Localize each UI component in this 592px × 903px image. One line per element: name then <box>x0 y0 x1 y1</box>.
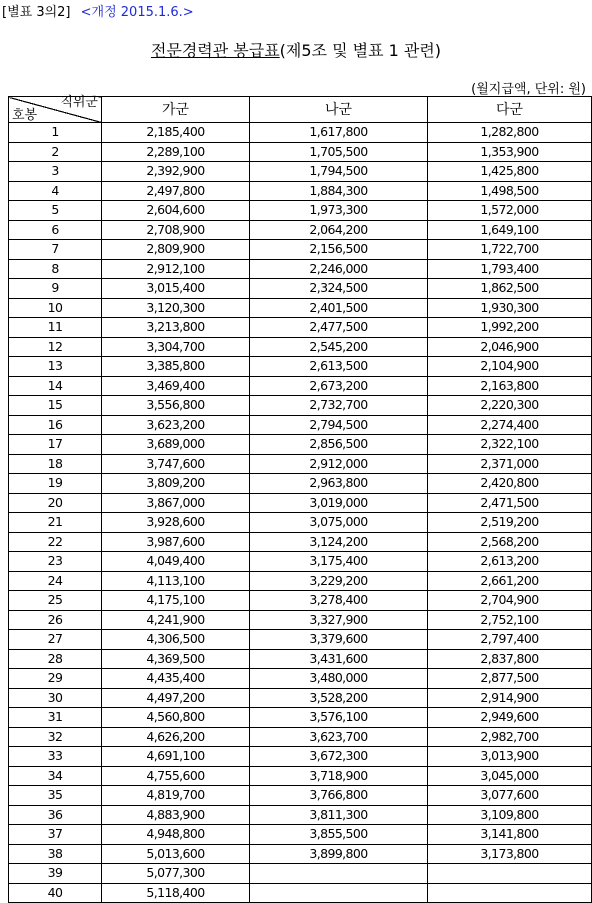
table-row <box>9 786 592 806</box>
table-row <box>9 435 592 455</box>
ga-cell: 3,213,800 <box>102 318 250 338</box>
table-row <box>9 454 592 474</box>
na-cell: 3,379,600 <box>250 630 428 650</box>
ga-cell: 3,015,400 <box>102 279 250 299</box>
na-cell: 3,278,400 <box>250 591 428 611</box>
step-cell: 3 <box>9 162 102 182</box>
da-cell: 3,077,600 <box>428 786 592 806</box>
step-cell: 7 <box>9 240 102 260</box>
column-header-ga: 가군 <box>102 97 250 123</box>
da-cell: 2,371,000 <box>428 454 592 474</box>
na-cell: 1,884,300 <box>250 181 428 201</box>
na-cell: 3,528,200 <box>250 688 428 708</box>
da-cell: 2,982,700 <box>428 727 592 747</box>
ga-cell: 3,304,700 <box>102 337 250 357</box>
da-cell: 2,471,500 <box>428 493 592 513</box>
na-cell: 2,545,200 <box>250 337 428 357</box>
na-cell: 2,794,500 <box>250 415 428 435</box>
da-cell: 1,282,800 <box>428 123 592 143</box>
ga-cell: 4,691,100 <box>102 747 250 767</box>
table-row <box>9 298 592 318</box>
na-cell: 3,672,300 <box>250 747 428 767</box>
da-cell <box>428 864 592 884</box>
table-row <box>9 337 592 357</box>
step-cell: 17 <box>9 435 102 455</box>
ga-cell: 4,560,800 <box>102 708 250 728</box>
step-cell: 5 <box>9 201 102 221</box>
table-row <box>9 357 592 377</box>
ga-cell: 5,077,300 <box>102 864 250 884</box>
ga-cell: 4,049,400 <box>102 552 250 572</box>
da-cell: 3,173,800 <box>428 844 592 864</box>
step-cell: 33 <box>9 747 102 767</box>
step-cell: 9 <box>9 279 102 299</box>
na-cell: 1,705,500 <box>250 142 428 162</box>
da-cell: 2,877,500 <box>428 669 592 689</box>
step-cell: 14 <box>9 376 102 396</box>
step-cell: 21 <box>9 513 102 533</box>
ga-cell: 2,912,100 <box>102 259 250 279</box>
step-cell: 20 <box>9 493 102 513</box>
table-row <box>9 181 592 201</box>
ga-cell: 4,175,100 <box>102 591 250 611</box>
da-cell: 1,930,300 <box>428 298 592 318</box>
corner-label-step: 호봉 <box>12 108 38 123</box>
step-cell: 19 <box>9 474 102 494</box>
da-cell: 3,109,800 <box>428 805 592 825</box>
ga-cell: 4,497,200 <box>102 688 250 708</box>
ga-cell: 4,306,500 <box>102 630 250 650</box>
corner-label-position-group: 직위군 <box>60 95 98 110</box>
na-cell: 1,617,800 <box>250 123 428 143</box>
step-cell: 40 <box>9 883 102 903</box>
na-cell: 3,899,800 <box>250 844 428 864</box>
step-cell: 13 <box>9 357 102 377</box>
na-cell: 3,175,400 <box>250 552 428 572</box>
table-row <box>9 825 592 845</box>
ga-cell: 2,185,400 <box>102 123 250 143</box>
da-cell: 2,274,400 <box>428 415 592 435</box>
na-cell: 3,811,300 <box>250 805 428 825</box>
na-cell: 3,019,000 <box>250 493 428 513</box>
da-cell: 1,722,700 <box>428 240 592 260</box>
da-cell: 2,752,100 <box>428 610 592 630</box>
na-cell: 3,480,000 <box>250 669 428 689</box>
da-cell: 2,568,200 <box>428 532 592 552</box>
ga-cell: 4,113,100 <box>102 571 250 591</box>
ga-cell: 2,604,600 <box>102 201 250 221</box>
salary-table <box>8 96 592 903</box>
na-cell: 2,477,500 <box>250 318 428 338</box>
table-row <box>9 864 592 884</box>
step-cell: 11 <box>9 318 102 338</box>
na-cell <box>250 864 428 884</box>
ga-cell: 5,118,400 <box>102 883 250 903</box>
step-cell: 29 <box>9 669 102 689</box>
na-cell: 2,064,200 <box>250 220 428 240</box>
table-row <box>9 688 592 708</box>
appendix-label: [별표 3의2] <box>2 5 71 20</box>
da-cell: 1,793,400 <box>428 259 592 279</box>
da-cell: 1,498,500 <box>428 181 592 201</box>
da-cell: 2,914,900 <box>428 688 592 708</box>
na-cell: 3,576,100 <box>250 708 428 728</box>
ga-cell: 2,289,100 <box>102 142 250 162</box>
table-row <box>9 747 592 767</box>
na-cell: 2,324,500 <box>250 279 428 299</box>
na-cell: 1,973,300 <box>250 201 428 221</box>
na-cell: 3,431,600 <box>250 649 428 669</box>
step-cell: 18 <box>9 454 102 474</box>
da-cell: 2,613,200 <box>428 552 592 572</box>
da-cell: 2,322,100 <box>428 435 592 455</box>
ga-cell: 3,867,000 <box>102 493 250 513</box>
ga-cell: 4,755,600 <box>102 766 250 786</box>
step-cell: 39 <box>9 864 102 884</box>
ga-cell: 4,819,700 <box>102 786 250 806</box>
title-suffix: (제5조 및 별표 1 관련) <box>279 41 442 60</box>
column-header-da: 다군 <box>428 97 592 123</box>
na-cell: 2,401,500 <box>250 298 428 318</box>
da-cell: 2,704,900 <box>428 591 592 611</box>
na-cell <box>250 883 428 903</box>
table-row <box>9 201 592 221</box>
table-row <box>9 844 592 864</box>
step-cell: 30 <box>9 688 102 708</box>
table-row <box>9 571 592 591</box>
na-cell: 2,613,500 <box>250 357 428 377</box>
da-cell: 3,013,900 <box>428 747 592 767</box>
ga-cell: 4,883,900 <box>102 805 250 825</box>
ga-cell: 4,369,500 <box>102 649 250 669</box>
unit-note: (월지급액, 단위: 원) <box>471 82 586 97</box>
ga-cell: 4,435,400 <box>102 669 250 689</box>
table-row <box>9 493 592 513</box>
table-row <box>9 591 592 611</box>
da-cell: 2,104,900 <box>428 357 592 377</box>
da-cell: 1,425,800 <box>428 162 592 182</box>
page-title <box>0 38 592 61</box>
na-cell: 3,229,200 <box>250 571 428 591</box>
table-row <box>9 708 592 728</box>
step-cell: 25 <box>9 591 102 611</box>
na-cell: 3,327,900 <box>250 610 428 630</box>
step-cell: 34 <box>9 766 102 786</box>
table-row <box>9 610 592 630</box>
ga-cell: 3,928,600 <box>102 513 250 533</box>
table-row <box>9 279 592 299</box>
na-cell: 3,766,800 <box>250 786 428 806</box>
table-row <box>9 474 592 494</box>
na-cell: 2,963,800 <box>250 474 428 494</box>
da-cell: 2,420,800 <box>428 474 592 494</box>
table-header-row <box>9 97 592 123</box>
da-cell: 2,046,900 <box>428 337 592 357</box>
table-row <box>9 396 592 416</box>
step-cell: 28 <box>9 649 102 669</box>
table-row <box>9 727 592 747</box>
na-cell: 2,673,200 <box>250 376 428 396</box>
table-row <box>9 220 592 240</box>
table-row <box>9 142 592 162</box>
step-cell: 38 <box>9 844 102 864</box>
ga-cell: 2,392,900 <box>102 162 250 182</box>
table-row <box>9 552 592 572</box>
da-cell: 3,045,000 <box>428 766 592 786</box>
ga-cell: 3,120,300 <box>102 298 250 318</box>
ga-cell: 3,809,200 <box>102 474 250 494</box>
ga-cell: 3,747,600 <box>102 454 250 474</box>
ga-cell: 4,626,200 <box>102 727 250 747</box>
table-row <box>9 805 592 825</box>
ga-cell: 3,623,200 <box>102 415 250 435</box>
na-cell: 3,855,500 <box>250 825 428 845</box>
table-row <box>9 376 592 396</box>
step-cell: 23 <box>9 552 102 572</box>
na-cell: 3,623,700 <box>250 727 428 747</box>
da-cell: 1,862,500 <box>428 279 592 299</box>
na-cell: 1,794,500 <box>250 162 428 182</box>
table-row <box>9 123 592 143</box>
step-cell: 27 <box>9 630 102 650</box>
ga-cell: 3,689,000 <box>102 435 250 455</box>
na-cell: 2,732,700 <box>250 396 428 416</box>
title-main: 전문경력관 봉급표 <box>150 41 280 60</box>
step-cell: 32 <box>9 727 102 747</box>
ga-cell: 2,497,800 <box>102 181 250 201</box>
table-row <box>9 259 592 279</box>
table-row <box>9 630 592 650</box>
na-cell: 3,124,200 <box>250 532 428 552</box>
da-cell: 1,572,000 <box>428 201 592 221</box>
revision-link[interactable]: <개정 2015.1.6.> <box>80 5 194 20</box>
ga-cell: 2,809,900 <box>102 240 250 260</box>
step-cell: 2 <box>9 142 102 162</box>
column-header-na: 나군 <box>250 97 428 123</box>
da-cell <box>428 883 592 903</box>
ga-cell: 4,948,800 <box>102 825 250 845</box>
table-row <box>9 240 592 260</box>
appendix-header <box>2 1 194 20</box>
ga-cell: 2,708,900 <box>102 220 250 240</box>
table-row <box>9 669 592 689</box>
step-cell: 24 <box>9 571 102 591</box>
table-row <box>9 318 592 338</box>
step-cell: 4 <box>9 181 102 201</box>
na-cell: 2,912,000 <box>250 454 428 474</box>
na-cell: 2,156,500 <box>250 240 428 260</box>
step-cell: 31 <box>9 708 102 728</box>
na-cell: 3,075,000 <box>250 513 428 533</box>
ga-cell: 4,241,900 <box>102 610 250 630</box>
da-cell: 2,220,300 <box>428 396 592 416</box>
da-cell: 2,837,800 <box>428 649 592 669</box>
ga-cell: 3,385,800 <box>102 357 250 377</box>
da-cell: 2,519,200 <box>428 513 592 533</box>
table-row <box>9 415 592 435</box>
step-cell: 26 <box>9 610 102 630</box>
ga-cell: 3,987,600 <box>102 532 250 552</box>
table-row <box>9 649 592 669</box>
na-cell: 2,856,500 <box>250 435 428 455</box>
table-row <box>9 883 592 903</box>
step-cell: 22 <box>9 532 102 552</box>
step-cell: 8 <box>9 259 102 279</box>
step-cell: 15 <box>9 396 102 416</box>
ga-cell: 5,013,600 <box>102 844 250 864</box>
na-cell: 2,246,000 <box>250 259 428 279</box>
step-cell: 16 <box>9 415 102 435</box>
step-cell: 10 <box>9 298 102 318</box>
step-cell: 37 <box>9 825 102 845</box>
da-cell: 3,141,800 <box>428 825 592 845</box>
table-body <box>9 123 592 903</box>
corner-header-cell <box>9 97 102 123</box>
step-cell: 1 <box>9 123 102 143</box>
step-cell: 6 <box>9 220 102 240</box>
ga-cell: 3,556,800 <box>102 396 250 416</box>
da-cell: 1,353,900 <box>428 142 592 162</box>
da-cell: 2,797,400 <box>428 630 592 650</box>
step-cell: 36 <box>9 805 102 825</box>
step-cell: 12 <box>9 337 102 357</box>
da-cell: 2,163,800 <box>428 376 592 396</box>
step-cell: 35 <box>9 786 102 806</box>
table-row <box>9 532 592 552</box>
table-row <box>9 766 592 786</box>
da-cell: 2,661,200 <box>428 571 592 591</box>
da-cell: 1,649,100 <box>428 220 592 240</box>
na-cell: 3,718,900 <box>250 766 428 786</box>
table-row <box>9 513 592 533</box>
ga-cell: 3,469,400 <box>102 376 250 396</box>
table-row <box>9 162 592 182</box>
da-cell: 1,992,200 <box>428 318 592 338</box>
da-cell: 2,949,600 <box>428 708 592 728</box>
